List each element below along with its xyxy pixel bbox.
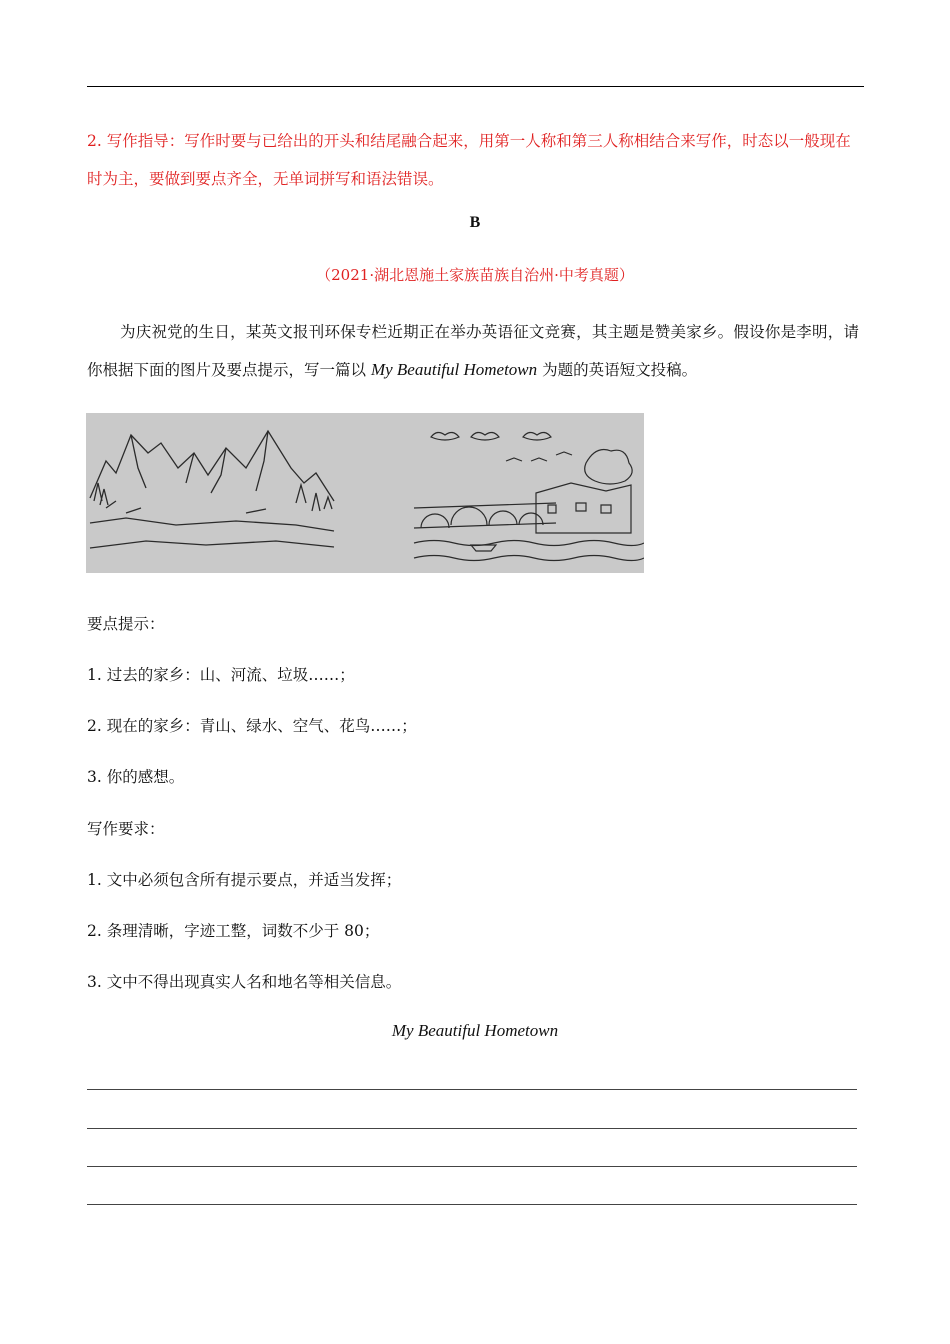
prompt-text-after: 为题的英语短文投稿。 xyxy=(542,361,698,379)
requirement-item: 2. 条理清晰，字迹工整，词数不少于 80； xyxy=(87,922,380,940)
writing-guide: 2. 写作指导：写作时要与已给出的开头和结尾融合起来，用第一人称和第三人称相结合来写作，时态以一般现在时为主，要做到要点齐全，无单词拼写和语法错误。 xyxy=(87,132,851,188)
header-rule xyxy=(87,86,864,87)
point-item: 3. 你的感想。 xyxy=(87,768,185,786)
answer-line[interactable] xyxy=(87,1128,857,1129)
section-label: B xyxy=(469,214,481,231)
hometown-illustration xyxy=(86,413,644,573)
point-item: 1. 过去的家乡：山、河流、垃圾……； xyxy=(87,666,355,684)
past-mountains-sketch xyxy=(90,431,334,548)
answer-line[interactable] xyxy=(87,1204,857,1205)
hometown-sketch xyxy=(86,413,644,573)
answer-line[interactable] xyxy=(87,1089,857,1090)
essay-title: My Beautiful Hometown xyxy=(391,1021,559,1040)
prompt-text-before: 为庆祝党的生日，某英文报刊环保专栏近期正在举办英语征文竞赛，其主题是赞美家乡。假设你是李明，请你根据下面的图片及要点提示，写一篇以 xyxy=(87,323,859,379)
prompt-essay-title: My Beautiful Hometown xyxy=(370,360,538,379)
present-river-scene-sketch xyxy=(414,432,644,560)
requirement-item: 3. 文中不得出现真实人名和地名等相关信息。 xyxy=(87,973,402,991)
task-prompt xyxy=(87,313,859,389)
exam-source: （2021·湖北恩施土家族苗族自治州·中考真题） xyxy=(316,266,634,284)
answer-line[interactable] xyxy=(87,1166,857,1167)
requirements-heading: 写作要求： xyxy=(87,820,165,838)
point-item: 2. 现在的家乡：青山、绿水、空气、花鸟……； xyxy=(87,717,417,735)
points-heading: 要点提示： xyxy=(87,615,165,633)
requirement-item: 1. 文中必须包含所有提示要点，并适当发挥； xyxy=(87,871,402,889)
